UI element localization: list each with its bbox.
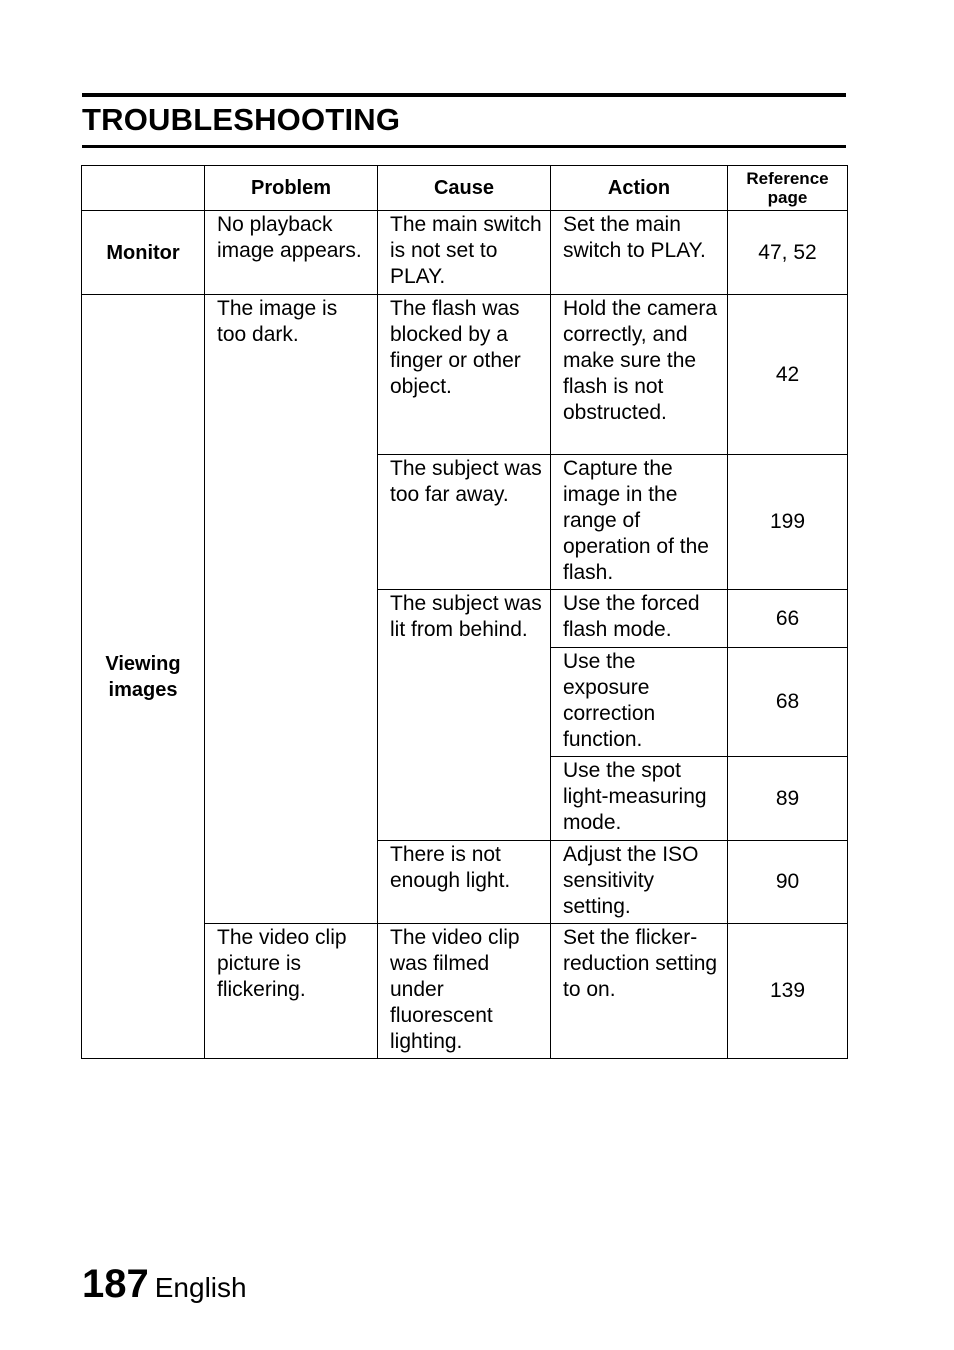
cause-cell: The video clip was filmed under fluorescent lighting. [378,924,551,1059]
reference-cell: 139 [728,924,848,1059]
cause-cell: The subject was lit from behind. [378,590,551,841]
category-cell: Viewing images [82,295,205,1059]
action-cell: Hold the camera correctly, and make sure the flash is not obstructed. [551,295,728,455]
table-row [82,211,848,295]
page-footer [82,1262,247,1315]
header-cause: Cause [378,166,551,211]
table-header-row [82,166,848,211]
page-title: TROUBLESHOOTING [82,102,401,137]
top-rule [82,93,846,97]
reference-cell: 90 [728,841,848,924]
troubleshooting-table [81,165,848,1059]
problem-cell: No playback image appears. [205,211,378,295]
language-label: English [154,1272,247,1303]
table-row [82,295,848,455]
header-action: Action [551,166,728,211]
action-cell: Set the main switch to PLAY. [551,211,728,295]
page-number: 187 [82,1262,149,1306]
action-cell: Use the exposure correction function. [551,648,728,757]
header-reference-page: Reference page [728,166,848,211]
header-category [82,166,205,211]
reference-cell: 68 [728,648,848,757]
cause-cell: The flash was blocked by a finger or other object. [378,295,551,455]
title-rule [82,145,846,148]
action-cell: Capture the image in the range of operation of the flash. [551,455,728,590]
action-cell: Use the forced flash mode. [551,590,728,648]
cause-cell: The main switch is not set to PLAY. [378,211,551,295]
reference-cell: 47, 52 [728,211,848,295]
reference-cell: 42 [728,295,848,455]
problem-cell: The video clip picture is flickering. [205,924,378,1059]
reference-cell: 89 [728,757,848,841]
reference-cell: 199 [728,455,848,590]
action-cell: Use the spot light-measuring mode. [551,757,728,841]
problem-cell: The image is too dark. [205,295,378,924]
action-cell: Adjust the ISO sensitivity setting. [551,841,728,924]
reference-cell: 66 [728,590,848,648]
category-cell: Monitor [82,211,205,295]
action-cell: Set the flicker-reduction setting to on. [551,924,728,1059]
cause-cell: The subject was too far away. [378,455,551,590]
cause-cell: There is not enough light. [378,841,551,924]
header-problem: Problem [205,166,378,211]
